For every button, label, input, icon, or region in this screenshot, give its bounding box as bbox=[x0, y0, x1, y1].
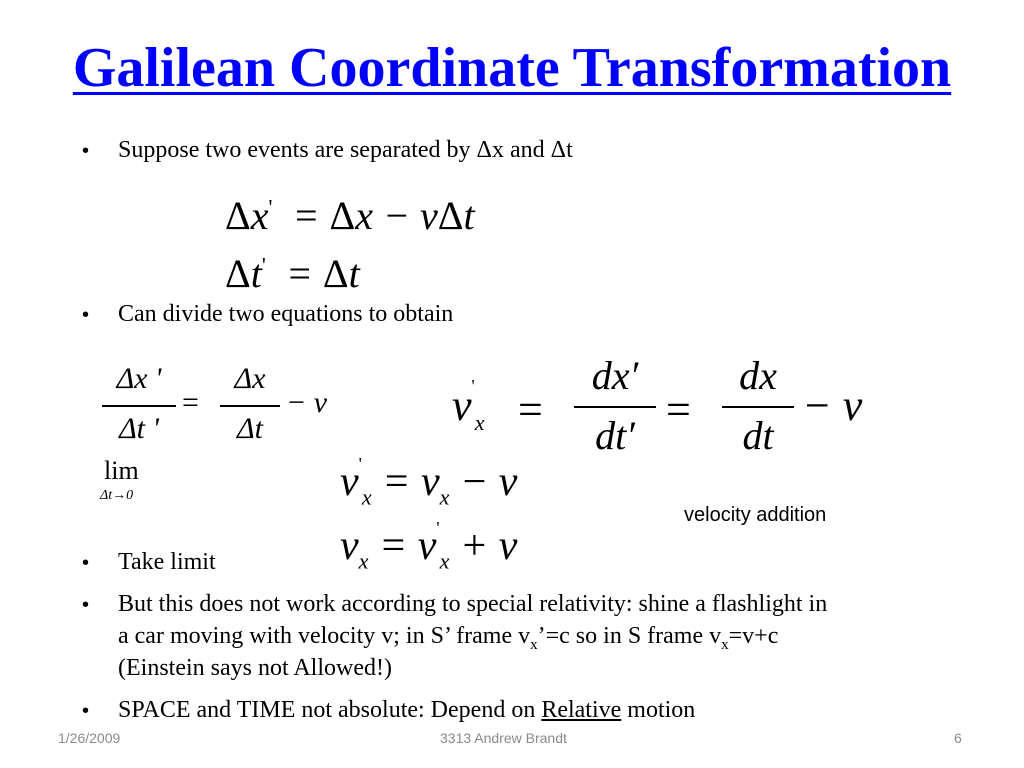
equation-dx-prime: Δx' = Δx − vΔt bbox=[225, 193, 475, 238]
bullet-1-text: Suppose two events are separated by Δx and Δt bbox=[118, 137, 573, 163]
footer-date: 1/26/2009 bbox=[58, 730, 121, 746]
bullet-1-dot: • bbox=[82, 140, 90, 162]
bullet-2-text: Can divide two equations to obtain bbox=[118, 301, 454, 327]
eq3-frac2-denominator: Δt bbox=[237, 412, 263, 445]
bullet-3-text: Take limit bbox=[118, 549, 216, 575]
eq4-equals-1: = bbox=[518, 385, 543, 434]
bullet-2-dot: • bbox=[82, 304, 90, 326]
bullet-4-sub-x1: x bbox=[530, 636, 538, 653]
eq4-frac1-denominator: dt′ bbox=[595, 413, 635, 458]
eq4-frac2-denominator: dt bbox=[742, 413, 774, 458]
eq3-tail: − v bbox=[286, 386, 328, 419]
bullet-4-line2-a: a car moving with velocity v; in S’ frame v bbox=[118, 623, 531, 649]
eq4-frac1-bar bbox=[574, 406, 656, 408]
footer-page-number: 6 bbox=[954, 730, 962, 746]
bullet-5-dot: • bbox=[82, 700, 90, 722]
bullet-4-line2-c: =v+c bbox=[728, 623, 779, 649]
bullet-4-line1: But this does not work according to special relativity: shine a flashlight in bbox=[118, 591, 828, 617]
equation-velocity-prime: $v'_x = v_x - v$ bbox=[340, 454, 518, 510]
eq3-frac1-numerator: Δx ' bbox=[116, 362, 162, 395]
bullet-4-line2-b: ’=c so in S frame v bbox=[537, 623, 722, 649]
bullet-3-dot: • bbox=[82, 552, 90, 574]
equation-dt-prime: Δt' = Δt bbox=[225, 251, 360, 296]
limit-operator: lim bbox=[104, 456, 139, 485]
eq3-frac1-denominator: Δt ' bbox=[119, 412, 159, 445]
eq4-frac2-numerator: dx bbox=[739, 353, 777, 398]
eq4-frac2-bar bbox=[722, 406, 794, 408]
eq4-tail: − v bbox=[802, 381, 863, 430]
eq3-frac2-numerator: Δx bbox=[234, 362, 266, 395]
eq4-equals-2: = bbox=[666, 385, 691, 434]
equation-velocity-addition: $v_x = v'_x + v$ bbox=[340, 518, 518, 574]
slide-title: Galilean Coordinate Transformation bbox=[72, 37, 952, 99]
bullet-4-sub-x2: x bbox=[721, 636, 729, 653]
bullet-4-dot: • bbox=[82, 594, 90, 616]
eq3-equals: = bbox=[182, 386, 199, 419]
bullet-4-line3: (Einstein says not Allowed!) bbox=[118, 655, 392, 681]
limit-subscript: Δt→0 bbox=[100, 488, 134, 503]
velocity-addition-note: velocity addition bbox=[684, 504, 827, 526]
bullet-5-after: motion bbox=[621, 697, 696, 723]
eq3-frac2-bar bbox=[220, 405, 280, 407]
relative-underlined: Relative bbox=[541, 697, 622, 723]
eq4-lhs: $v'_x$ bbox=[452, 376, 485, 435]
bullet-5-before: SPACE and TIME not absolute: Depend on bbox=[118, 697, 542, 723]
bullet-5-text bbox=[118, 694, 695, 726]
footer-course-author: 3313 Andrew Brandt bbox=[440, 730, 567, 746]
eq4-frac1-numerator: dx′ bbox=[591, 353, 639, 398]
eq3-frac1-bar bbox=[102, 405, 176, 407]
